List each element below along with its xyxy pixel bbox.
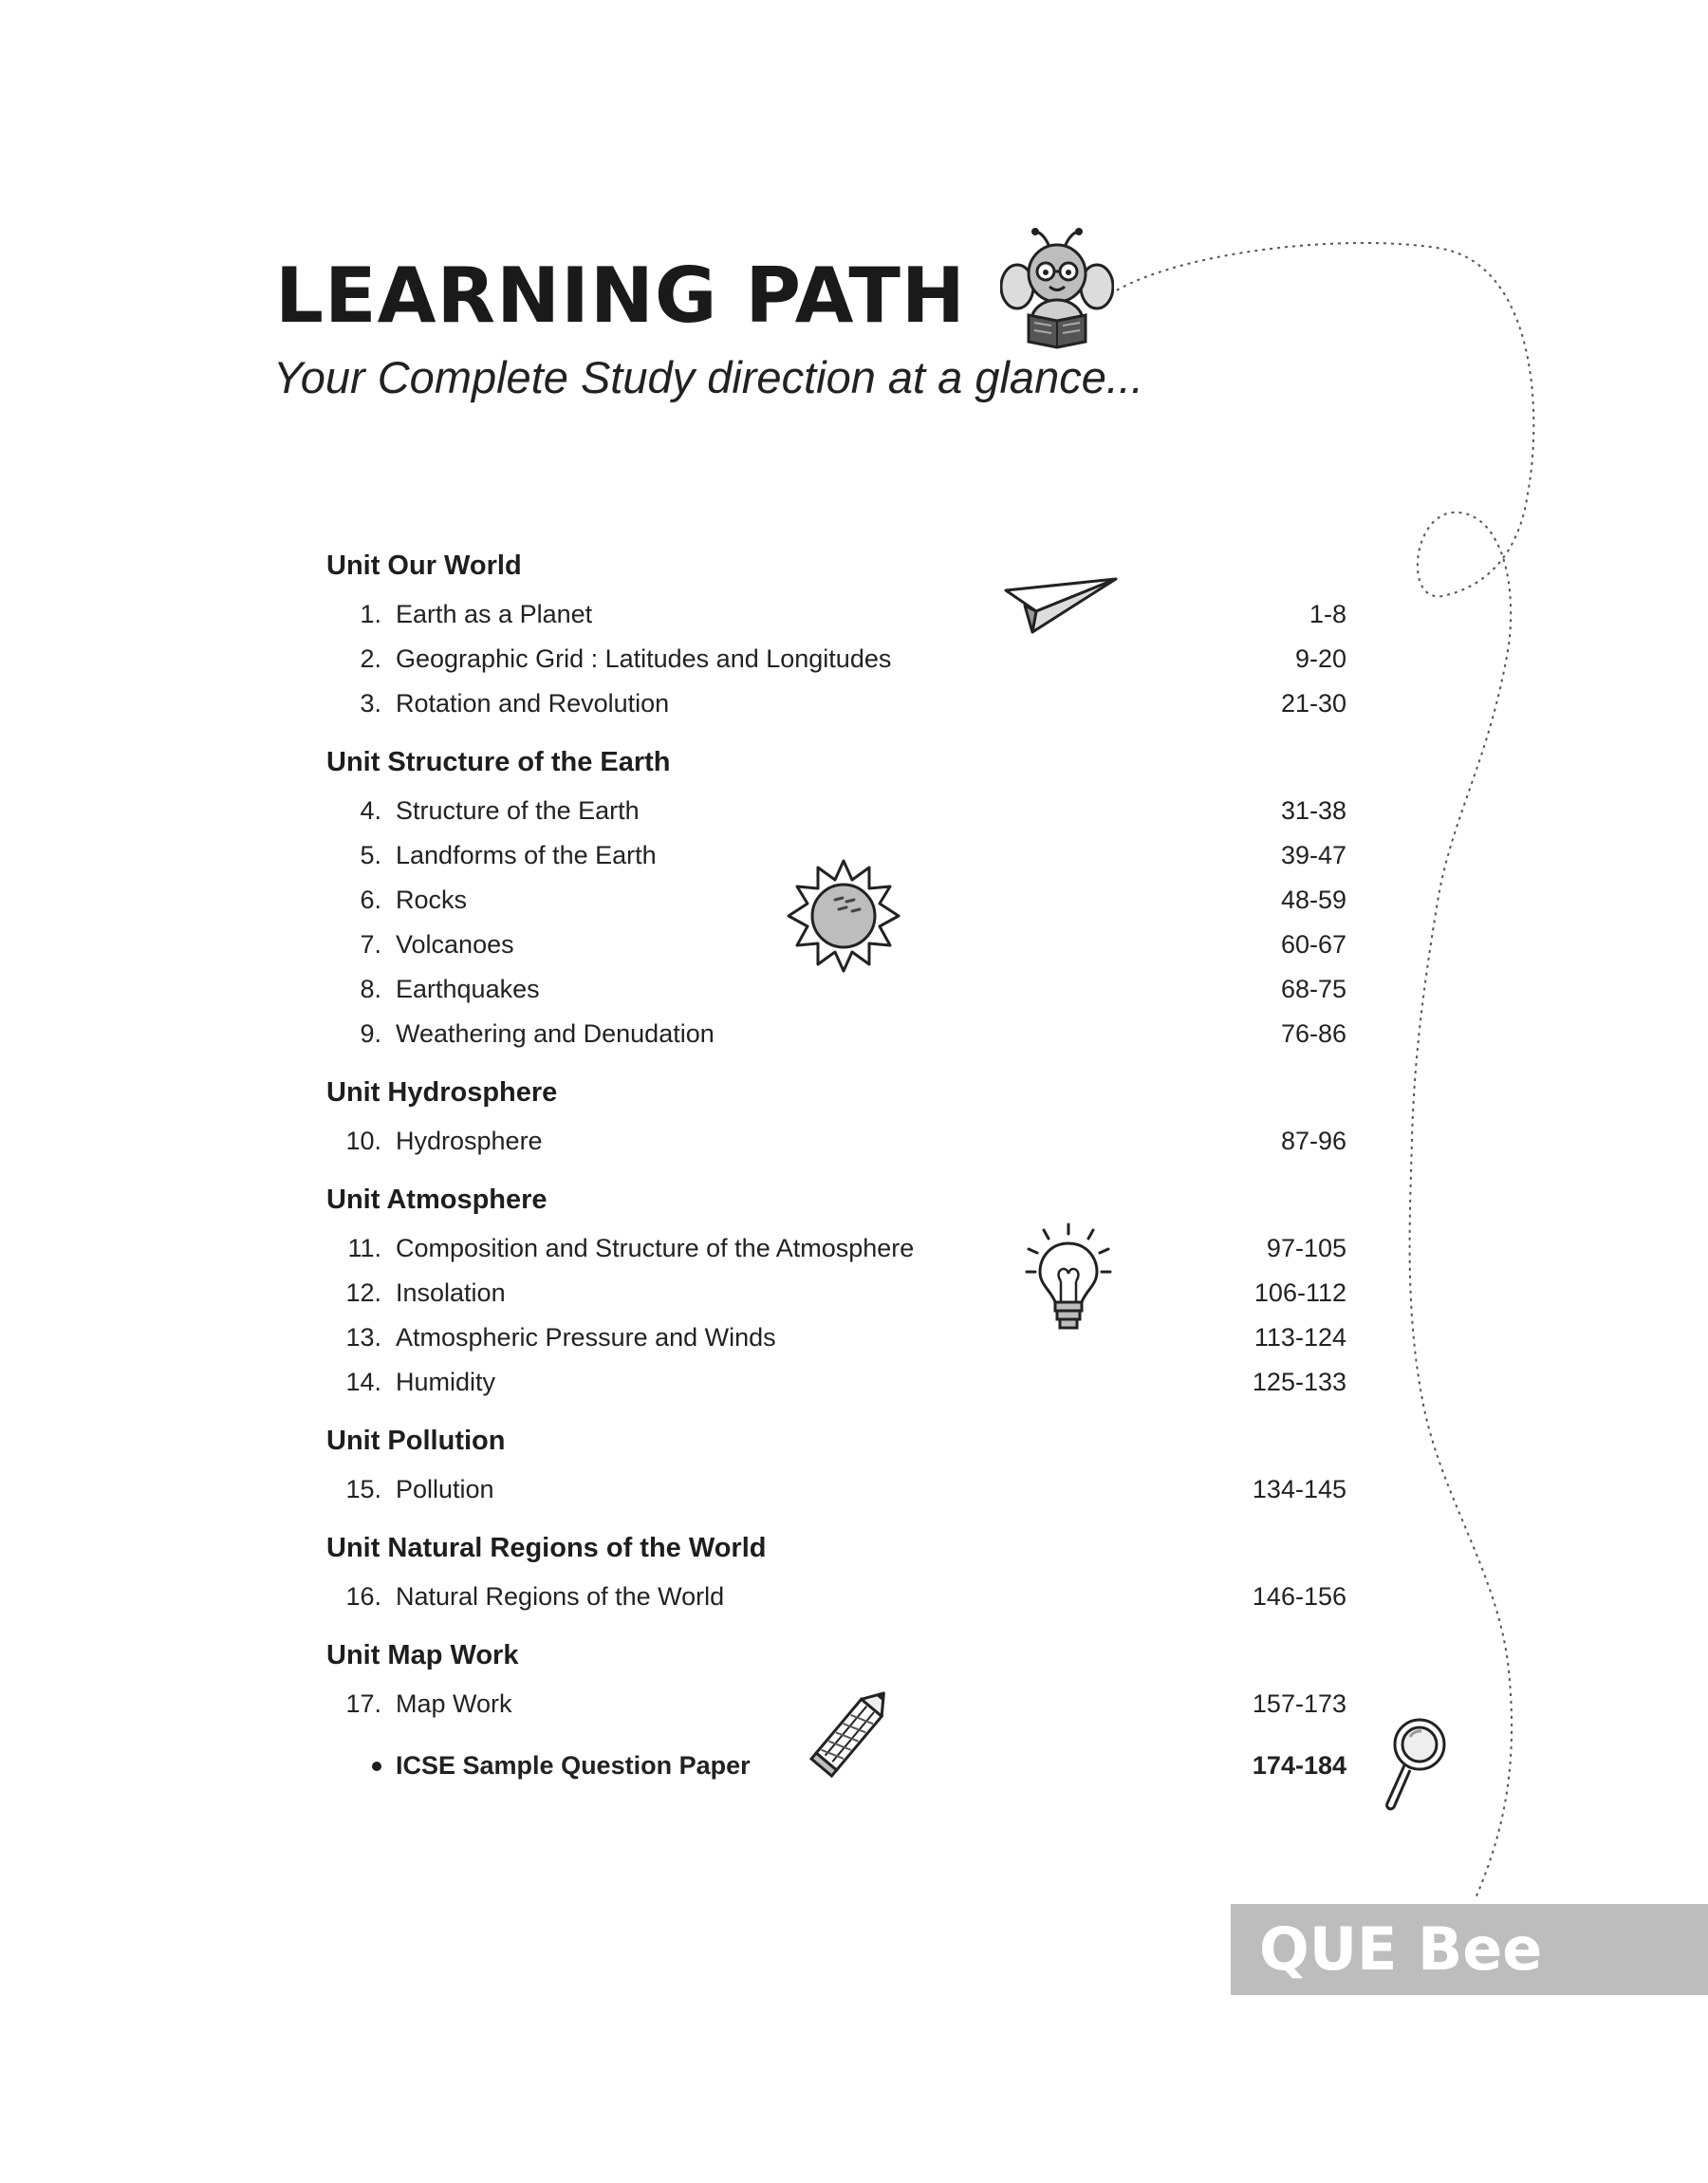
chapter-row[interactable] (326, 1012, 1346, 1056)
chapter-row[interactable] (326, 967, 1346, 1012)
unit-heading: Unit Our World (326, 550, 522, 581)
unit-heading: Unit Structure of the Earth (326, 747, 671, 777)
page-subtitle: Your Complete Study direction at a glance... (273, 352, 1144, 402)
chapter-title: Rocks (396, 886, 468, 914)
brand-logo-box (1231, 1904, 1708, 1995)
table-of-contents (326, 549, 1346, 1788)
chapter-title: Composition and Structure of the Atmosphere (396, 1234, 915, 1262)
unit-heading: Unit Map Work (326, 1640, 519, 1670)
chapter-pages: 31-38 (1280, 796, 1346, 825)
brand-logo-text: QUE Bee (1259, 1914, 1543, 1984)
chapter-number: 11. (347, 1234, 381, 1262)
chapter-title: Geographic Grid : Latitudes and Longitudes (396, 644, 892, 673)
chapter-row[interactable] (326, 1360, 1346, 1405)
chapter-number: 9. (360, 1019, 381, 1048)
chapter-title: Earth as a Planet (396, 600, 593, 628)
chapter-pages: 60-67 (1280, 930, 1346, 959)
chapter-row[interactable] (326, 637, 1346, 681)
chapter-number: 5. (360, 841, 381, 869)
chapter-number: 8. (360, 975, 381, 1003)
chapter-row[interactable] (326, 1226, 1346, 1271)
chapter-pages: 39-47 (1280, 841, 1346, 869)
chapter-pages: 134-145 (1252, 1475, 1346, 1503)
light-bulb-icon (1025, 1222, 1112, 1334)
chapter-title: Insolation (396, 1278, 506, 1307)
chapter-number: 6. (360, 886, 381, 914)
chapter-pages: 106-112 (1253, 1278, 1346, 1307)
chapter-number: 3. (360, 689, 381, 718)
chapter-title: Earthquakes (396, 975, 540, 1003)
chapter-pages: 1-8 (1309, 600, 1346, 628)
chapter-title: Structure of the Earth (396, 796, 640, 825)
chapter-pages: 157-173 (1252, 1689, 1346, 1718)
paper-plane-icon (1004, 573, 1118, 636)
chapter-title: Atmospheric Pressure and Winds (396, 1323, 776, 1352)
chapter-row[interactable] (326, 1575, 1346, 1619)
chapter-row[interactable] (326, 789, 1346, 833)
chapter-title: Landforms of the Earth (396, 841, 657, 869)
chapter-title: Weathering and Denudation (396, 1019, 715, 1048)
chapter-row[interactable] (326, 1467, 1346, 1512)
unit-heading: Unit Hydrosphere (326, 1077, 558, 1108)
chapter-row[interactable] (326, 1271, 1346, 1315)
chapter-pages: 146-156 (1252, 1582, 1346, 1611)
chapter-number: 14. (345, 1368, 381, 1396)
chapter-pages: 76-86 (1280, 1019, 1346, 1048)
chapter-title: Humidity (396, 1368, 496, 1396)
chapter-number: 15. (345, 1475, 381, 1503)
pencil-icon (807, 1678, 905, 1781)
chapter-number: 1. (360, 600, 381, 628)
bee-reading-icon (1000, 228, 1114, 351)
chapter-title: Pollution (396, 1475, 494, 1503)
chapter-number: 7. (360, 930, 381, 959)
chapter-pages: 21-30 (1280, 689, 1346, 718)
chapter-row[interactable] (326, 592, 1346, 637)
chapter-title: Volcanoes (396, 930, 514, 959)
unit-heading: Unit Pollution (326, 1426, 506, 1456)
chapter-row[interactable] (326, 1315, 1346, 1360)
sample-paper-pages: 174-184 (1252, 1751, 1346, 1780)
chapter-number: 10. (345, 1127, 381, 1155)
chapter-pages: 97-105 (1266, 1234, 1346, 1262)
unit-heading: Unit Natural Regions of the World (326, 1533, 767, 1563)
chapter-number: 17. (345, 1689, 381, 1718)
chapter-number: 4. (360, 796, 381, 825)
bullet-icon (372, 1762, 381, 1771)
chapter-number: 13. (345, 1323, 381, 1352)
chapter-title: Rotation and Revolution (396, 689, 670, 718)
sample-paper-title: ICSE Sample Question Paper (396, 1751, 751, 1780)
chapter-pages: 125-133 (1252, 1368, 1346, 1396)
chapter-number: 12. (345, 1278, 381, 1307)
chapter-title: Map Work (396, 1689, 512, 1718)
chapter-pages: 68-75 (1280, 975, 1346, 1003)
chapter-title: Natural Regions of the World (396, 1582, 725, 1611)
chapter-number: 2. (360, 644, 381, 673)
magnifying-glass-icon (1378, 1716, 1450, 1815)
chapter-number: 16. (345, 1582, 381, 1611)
page-title: LEARNING PATH (275, 252, 966, 340)
chapter-pages: 48-59 (1280, 886, 1346, 914)
chapter-row[interactable] (326, 681, 1346, 726)
chapter-title: Hydrosphere (396, 1127, 543, 1155)
sun-icon (786, 858, 901, 974)
chapter-pages: 87-96 (1280, 1127, 1346, 1155)
unit-heading: Unit Atmosphere (326, 1185, 548, 1215)
chapter-pages: 9-20 (1294, 644, 1346, 673)
chapter-pages: 113-124 (1253, 1323, 1346, 1352)
chapter-row[interactable] (326, 1119, 1346, 1164)
